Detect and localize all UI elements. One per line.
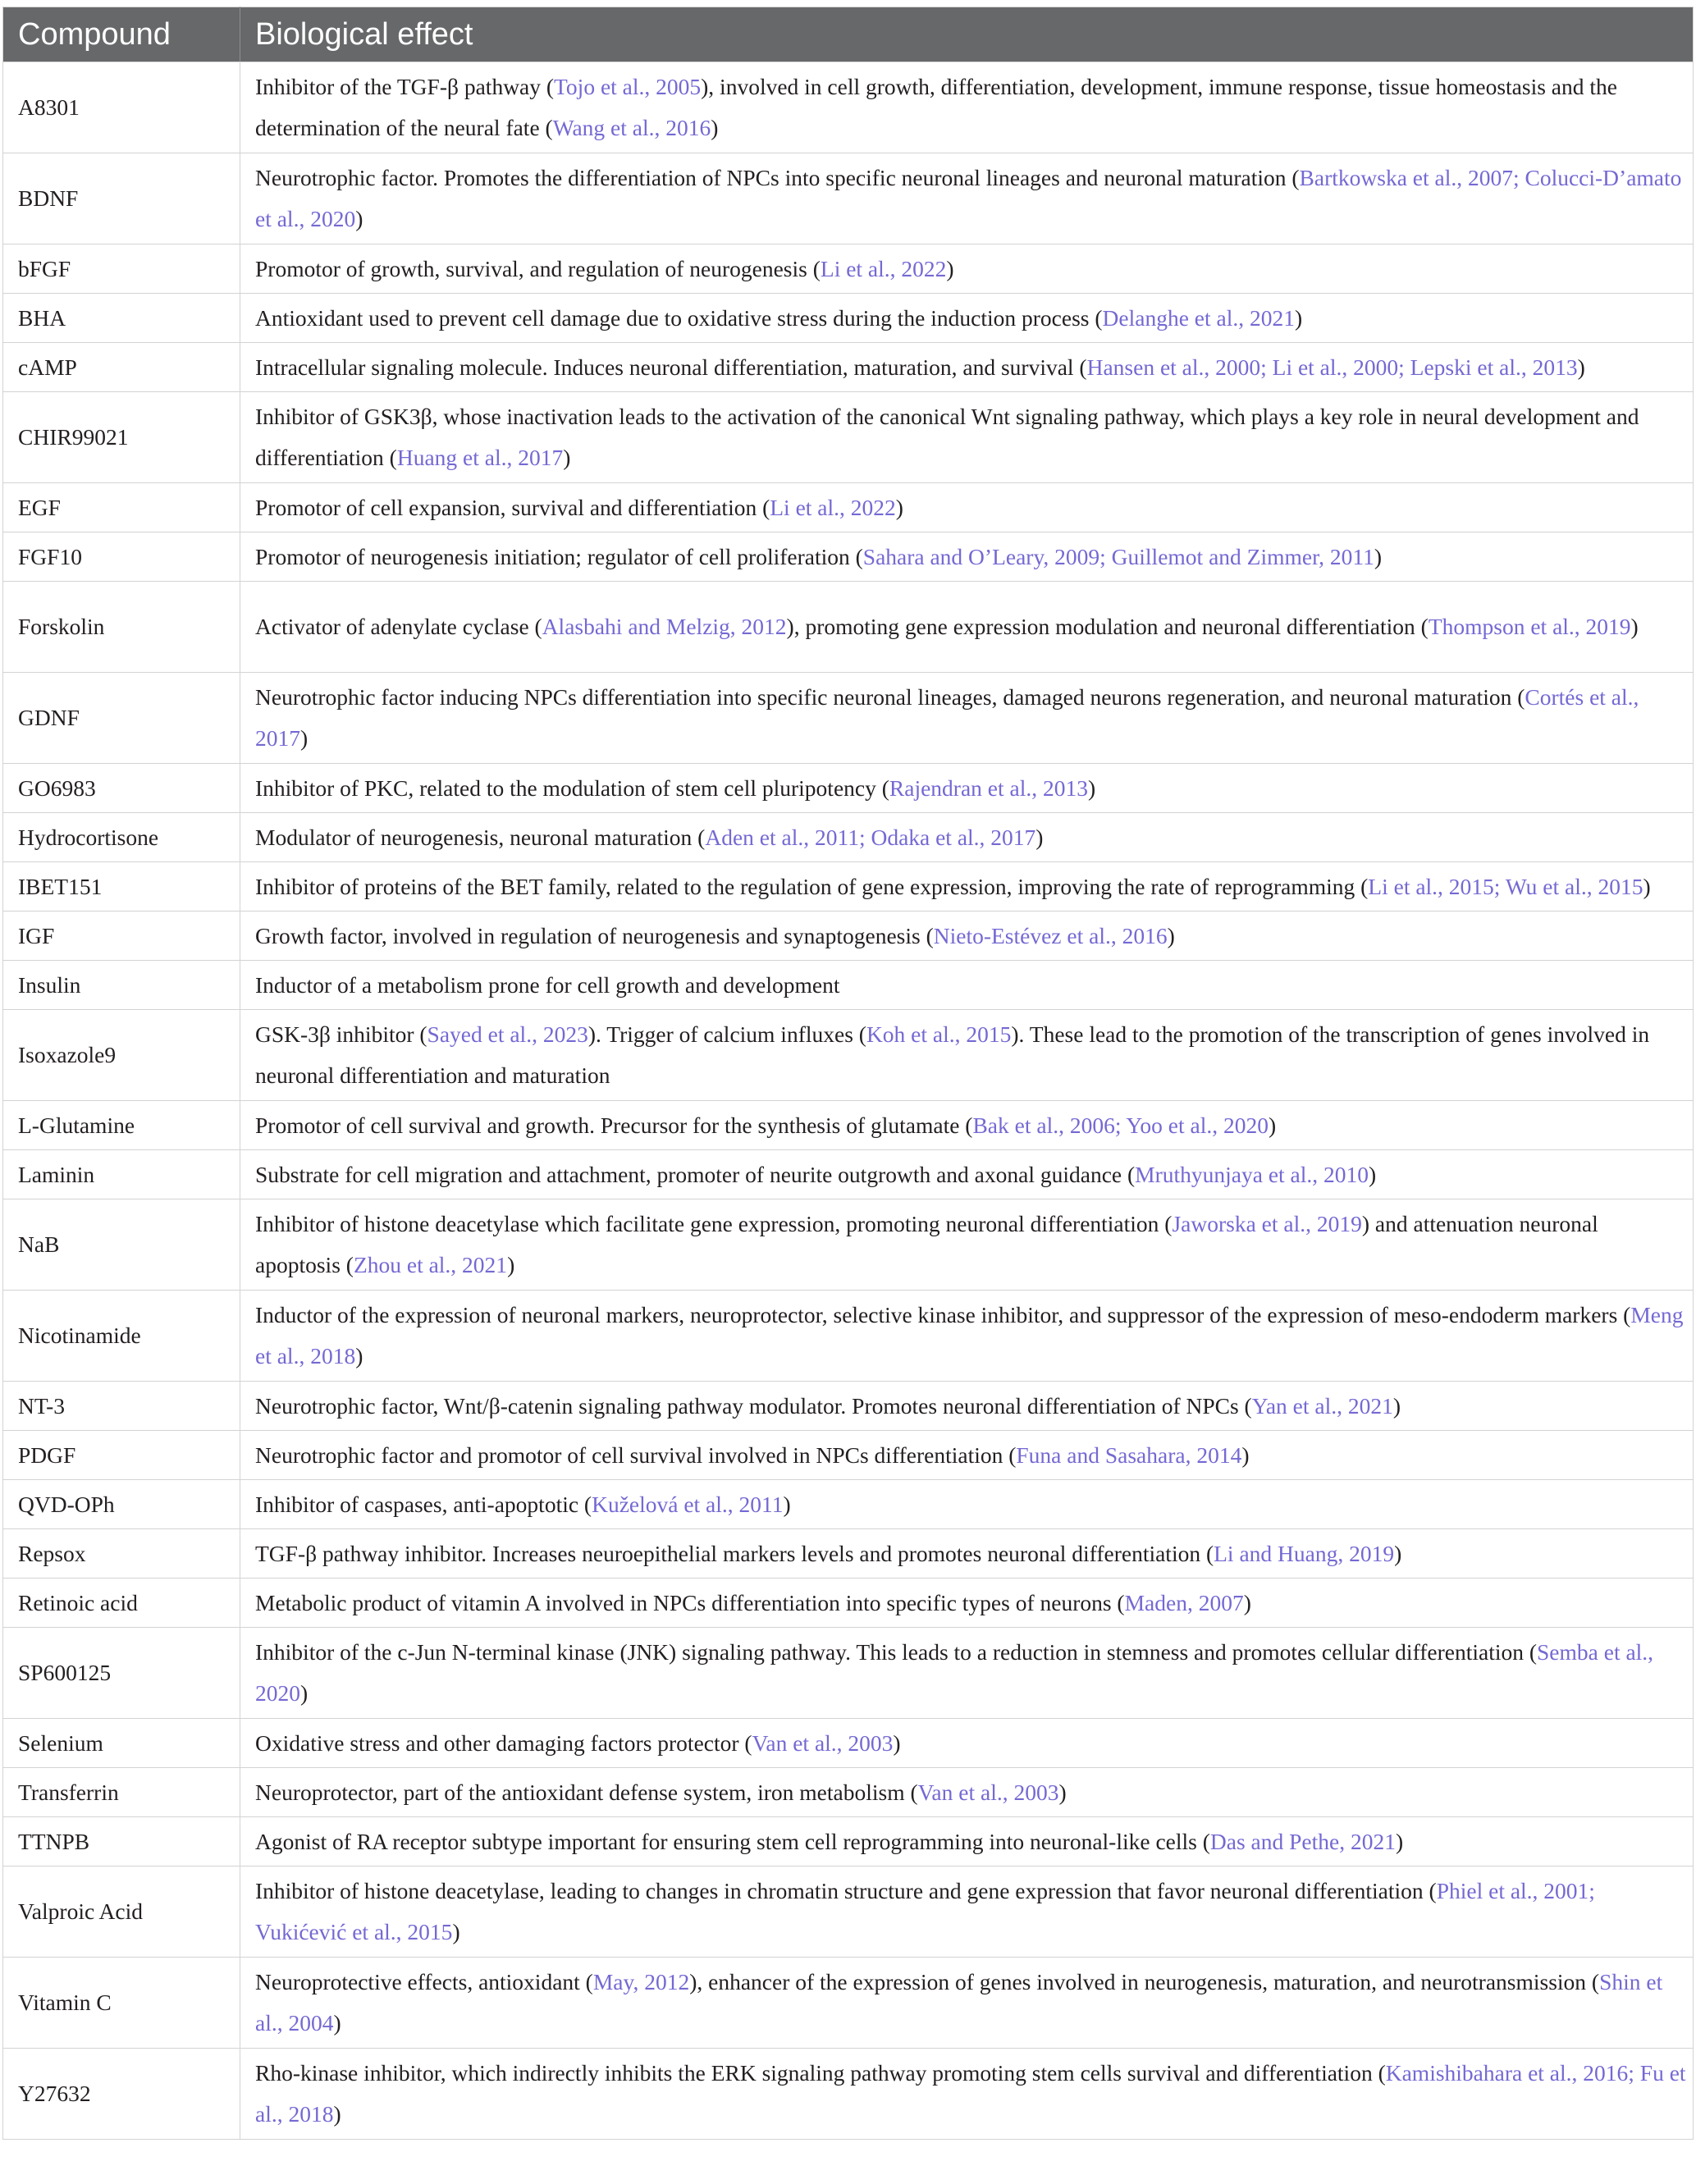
effect-text: Inhibitor of the TGF-β pathway ( bbox=[255, 74, 555, 99]
effect-text: ) bbox=[946, 255, 954, 281]
effect-text: ) bbox=[355, 206, 363, 231]
compound-name: TTNPB bbox=[3, 1817, 240, 1866]
table-row bbox=[3, 1010, 1694, 1101]
table-row bbox=[3, 862, 1694, 912]
table-row bbox=[3, 1866, 1694, 1958]
citation-link[interactable]: Jaworska et al., 2019 bbox=[1172, 1211, 1362, 1236]
citation-link[interactable]: Das and Pethe, 2021 bbox=[1209, 1828, 1396, 1854]
table-row bbox=[3, 1529, 1694, 1579]
table-row bbox=[3, 1382, 1694, 1431]
citation-link[interactable]: Van et al., 2003 bbox=[917, 1779, 1059, 1805]
table-row bbox=[3, 912, 1694, 961]
column-header-compound: Compound bbox=[3, 7, 240, 62]
effect-text: ) bbox=[300, 725, 309, 751]
biological-effect bbox=[240, 912, 1694, 961]
biological-effect bbox=[240, 1199, 1694, 1291]
table-row bbox=[3, 813, 1694, 862]
citation-link[interactable]: Zhou et al., 2021 bbox=[353, 1252, 508, 1277]
compound-name: PDGF bbox=[3, 1431, 240, 1480]
citation-link[interactable]: Li et al., 2022 bbox=[770, 494, 896, 520]
biological-effect bbox=[240, 961, 1694, 1010]
table-row bbox=[3, 153, 1694, 244]
compound-name: Retinoic acid bbox=[3, 1579, 240, 1628]
compound-name: FGF10 bbox=[3, 532, 240, 582]
compound-name: Isoxazole9 bbox=[3, 1010, 240, 1101]
effect-text: ) and attenuation neuronal apoptosis ( bbox=[255, 1211, 1598, 1277]
biological-effect bbox=[240, 764, 1694, 813]
table-row bbox=[3, 294, 1694, 343]
effect-text: ) bbox=[1087, 774, 1096, 801]
compound-name: BDNF bbox=[3, 153, 240, 244]
biological-effect bbox=[240, 1101, 1694, 1150]
effect-text: ) bbox=[452, 1919, 460, 1944]
effect-text: TGF-β pathway inhibitor. Increases neuroepithelial markers levels and promotes neuronal differentiation ( bbox=[255, 1540, 1214, 1566]
compound-name: Forskolin bbox=[3, 582, 240, 673]
effect-text: ). Trigger of calcium influxes ( bbox=[587, 1021, 866, 1047]
compound-name: QVD-OPh bbox=[3, 1480, 240, 1529]
effect-text: ) bbox=[1294, 304, 1303, 331]
citation-link[interactable]: May, 2012 bbox=[592, 1969, 690, 1994]
effect-text: ) bbox=[893, 1729, 901, 1756]
citation-link[interactable]: Kuželová et al., 2011 bbox=[592, 1491, 784, 1517]
table-row bbox=[3, 961, 1694, 1010]
biological-effect bbox=[240, 813, 1694, 862]
citation-link[interactable]: Tojo et al., 2005 bbox=[554, 74, 702, 99]
citation-link[interactable]: Sahara and O’Leary, 2009; Guillemot and Zimmer, 2011 bbox=[862, 543, 1374, 569]
compound-name: Hydrocortisone bbox=[3, 813, 240, 862]
effect-text: ) bbox=[355, 1343, 363, 1368]
citation-link[interactable]: Wang et al., 2016 bbox=[552, 115, 711, 140]
compound-name: Nicotinamide bbox=[3, 1291, 240, 1382]
compound-name: NT-3 bbox=[3, 1382, 240, 1431]
compound-name: GDNF bbox=[3, 673, 240, 764]
compound-name: GO6983 bbox=[3, 764, 240, 813]
effect-text: ) bbox=[1369, 1161, 1377, 1187]
effect-text: ) bbox=[1643, 873, 1651, 899]
table-row bbox=[3, 1817, 1694, 1866]
biological-effect bbox=[240, 1431, 1694, 1480]
citation-link[interactable]: Thompson et al., 2019 bbox=[1428, 614, 1631, 639]
citation-link[interactable]: Rajendran et al., 2013 bbox=[889, 774, 1088, 801]
citation-link[interactable]: Hansen et al., 2000; Li et al., 2000; Lepski et al., 2013 bbox=[1086, 354, 1578, 380]
biological-effect bbox=[240, 343, 1694, 392]
citation-link[interactable]: Kamishibahara et al., 2016; Fu et al., 2018 bbox=[255, 2060, 1686, 2127]
citation-link[interactable]: Meng et al., 2018 bbox=[255, 1302, 1684, 1368]
effect-text: ) bbox=[300, 1680, 309, 1706]
biological-effect bbox=[240, 1150, 1694, 1199]
effect-text: Agonist of RA receptor subtype important for ensuring stem cell reprogramming into neuronal-like cells ( bbox=[255, 1828, 1210, 1854]
table-row bbox=[3, 483, 1694, 532]
effect-text: Metabolic product of vitamin A involved in NPCs differentiation into specific types of neurons ( bbox=[255, 1589, 1125, 1615]
table-row bbox=[3, 244, 1694, 294]
biological-effect bbox=[240, 1579, 1694, 1628]
effect-text: ) bbox=[1374, 543, 1383, 569]
compound-name: Insulin bbox=[3, 961, 240, 1010]
compound-name: cAMP bbox=[3, 343, 240, 392]
citation-link[interactable]: Semba et al., 2020 bbox=[255, 1639, 1654, 1706]
table-header bbox=[3, 7, 1694, 62]
biological-effect bbox=[240, 1529, 1694, 1579]
citation-link[interactable]: Mruthyunjaya et al., 2010 bbox=[1135, 1161, 1369, 1187]
effect-text: Oxidative stress and other damaging factors protector ( bbox=[255, 1729, 752, 1756]
effect-text: ) bbox=[1392, 1392, 1401, 1419]
biological-effect bbox=[240, 244, 1694, 294]
effect-text: ) bbox=[507, 1252, 515, 1277]
effect-text: ), promoting gene expression modulation and neuronal differentiation ( bbox=[786, 614, 1429, 639]
table-row bbox=[3, 582, 1694, 673]
biological-effect bbox=[240, 862, 1694, 912]
table-header-row bbox=[3, 7, 1694, 62]
table-row bbox=[3, 1628, 1694, 1719]
effect-text: ) bbox=[1241, 1442, 1250, 1468]
table-row bbox=[3, 673, 1694, 764]
citation-link[interactable]: Cortés et al., 2017 bbox=[255, 684, 1639, 751]
table-row bbox=[3, 2049, 1694, 2140]
compound-name: Transferrin bbox=[3, 1768, 240, 1817]
compound-name: L-Glutamine bbox=[3, 1101, 240, 1150]
effect-text: Rho-kinase inhibitor, which indirectly inhibits the ERK signaling pathway promoting stem cells survival and differentiation ( bbox=[255, 2060, 1386, 2086]
effect-text: Inhibitor of GSK3β, whose inactivation leads to the activation of the canonical Wnt signaling pathway, which plays a key role in neural development and differentiation ( bbox=[255, 404, 1639, 470]
biological-effect bbox=[240, 1010, 1694, 1101]
effect-text: Neurotrophic factor inducing NPCs differentiation into specific neuronal lineages, damaged neurons regeneration, and neuronal maturation ( bbox=[255, 684, 1525, 710]
table-row bbox=[3, 62, 1694, 153]
compound-name: A8301 bbox=[3, 62, 240, 153]
effect-text: Growth factor, involved in regulation of neurogenesis and synaptogenesis ( bbox=[255, 922, 934, 948]
biological-effect bbox=[240, 294, 1694, 343]
citation-link[interactable]: Phiel et al., 2001; Vukićević et al., 2015 bbox=[255, 1878, 1595, 1944]
table-row bbox=[3, 1291, 1694, 1382]
compound-name: IBET151 bbox=[3, 862, 240, 912]
effect-text: ) bbox=[1269, 1112, 1277, 1138]
table-row bbox=[3, 392, 1694, 483]
table-row bbox=[3, 1199, 1694, 1291]
citation-link[interactable]: Alasbahi and Melzig, 2012 bbox=[542, 614, 787, 639]
citation-link[interactable]: Delanghe et al., 2021 bbox=[1102, 304, 1295, 331]
effect-text: ) bbox=[1630, 614, 1639, 639]
effect-text: Inhibitor of histone deacetylase which facilitate gene expression, promoting neuronal differentiation ( bbox=[255, 1211, 1173, 1236]
effect-text: ) bbox=[711, 115, 719, 140]
effect-text: ). These lead to the promotion of the transcription of genes involved in neuronal differentiation and maturation bbox=[255, 1021, 1650, 1088]
compound-name: EGF bbox=[3, 483, 240, 532]
compounds-table bbox=[2, 7, 1694, 2140]
compound-name: BHA bbox=[3, 294, 240, 343]
compound-name: bFGF bbox=[3, 244, 240, 294]
effect-text: ) bbox=[563, 445, 571, 470]
effect-text: Inhibitor of the c-Jun N-terminal kinase (JNK) signaling pathway. This leads to a reduction in stemness and promotes cellular differentiation ( bbox=[255, 1639, 1538, 1665]
citation-link[interactable]: Van et al., 2003 bbox=[752, 1729, 894, 1756]
effect-text: ) bbox=[1394, 1540, 1402, 1566]
table-row bbox=[3, 764, 1694, 813]
biological-effect bbox=[240, 2049, 1694, 2140]
compound-name: Repsox bbox=[3, 1529, 240, 1579]
compound-name: Vitamin C bbox=[3, 1958, 240, 2049]
effect-text: Inhibitor of caspases, anti-apoptotic ( bbox=[255, 1491, 592, 1517]
table-row bbox=[3, 1431, 1694, 1480]
citation-link[interactable]: Maden, 2007 bbox=[1124, 1589, 1244, 1615]
table-body bbox=[3, 62, 1694, 2140]
biological-effect bbox=[240, 62, 1694, 153]
citation-link[interactable]: Li et al., 2015; Wu et al., 2015 bbox=[1368, 873, 1643, 899]
effect-text: Neurotrophic factor, Wnt/β-catenin signaling pathway modulator. Promotes neuronal differentiation of NPCs ( bbox=[255, 1392, 1252, 1419]
biological-effect bbox=[240, 1480, 1694, 1529]
effect-text: Inductor of the expression of neuronal markers, neuroprotector, selective kinase inhibitor, and suppressor of the expression of meso-endoderm markers ( bbox=[255, 1302, 1631, 1327]
compound-name: Laminin bbox=[3, 1150, 240, 1199]
effect-text: Promotor of cell survival and growth. Precursor for the synthesis of glutamate ( bbox=[255, 1112, 973, 1138]
biological-effect bbox=[240, 392, 1694, 483]
effect-text: Promotor of growth, survival, and regulation of neurogenesis ( bbox=[255, 255, 821, 281]
biological-effect bbox=[240, 483, 1694, 532]
effect-text: Promotor of cell expansion, survival and differentiation ( bbox=[255, 494, 770, 520]
effect-text: ) bbox=[333, 2101, 341, 2127]
effect-text: ), enhancer of the expression of genes involved in neurogenesis, maturation, and neurotransmission ( bbox=[689, 1969, 1600, 1994]
biological-effect bbox=[240, 1628, 1694, 1719]
biological-effect bbox=[240, 673, 1694, 764]
table-row bbox=[3, 343, 1694, 392]
table-row bbox=[3, 1480, 1694, 1529]
table-row bbox=[3, 532, 1694, 582]
table-row bbox=[3, 1958, 1694, 2049]
effect-text: ) bbox=[333, 2010, 341, 2036]
citation-link[interactable]: Sayed et al., 2023 bbox=[427, 1021, 588, 1047]
table-row bbox=[3, 1101, 1694, 1150]
compound-name: SP600125 bbox=[3, 1628, 240, 1719]
citation-link[interactable]: Huang et al., 2017 bbox=[396, 445, 564, 470]
table-row bbox=[3, 1719, 1694, 1768]
compound-name: NaB bbox=[3, 1199, 240, 1291]
table-row bbox=[3, 1579, 1694, 1628]
effect-text: ), involved in cell growth, differentiation, development, immune response, tissue homeostasis and the determination of the neural fate ( bbox=[255, 74, 1617, 140]
effect-text: ) bbox=[1395, 1828, 1404, 1854]
effect-text: ) bbox=[1035, 824, 1044, 850]
compound-name: CHIR99021 bbox=[3, 392, 240, 483]
effect-text: Neuroprotector, part of the antioxidant defense system, iron metabolism ( bbox=[255, 1779, 918, 1805]
effect-text: Neurotrophic factor and promotor of cell survival involved in NPCs differentiation ( bbox=[255, 1442, 1017, 1468]
table-row bbox=[3, 1150, 1694, 1199]
citation-link[interactable]: Bak et al., 2006; Yoo et al., 2020 bbox=[972, 1112, 1269, 1138]
table-row bbox=[3, 1768, 1694, 1817]
effect-text: Modulator of neurogenesis, neuronal maturation ( bbox=[255, 824, 706, 850]
effect-text: Antioxidant used to prevent cell damage due to oxidative stress during the induction process ( bbox=[255, 304, 1103, 331]
citation-link[interactable]: Aden et al., 2011; Odaka et al., 2017 bbox=[705, 824, 1036, 850]
effect-text: Inhibitor of PKC, related to the modulation of stem cell pluripotency ( bbox=[255, 774, 889, 801]
citation-link[interactable]: Koh et al., 2015 bbox=[866, 1021, 1012, 1047]
citation-link[interactable]: Bartkowska et al., 2007; Colucci-D’amato et al., 2020 bbox=[255, 165, 1682, 231]
biological-effect bbox=[240, 1866, 1694, 1958]
effect-text: Neuroprotective effects, antioxidant ( bbox=[255, 1969, 593, 1994]
citation-link[interactable]: Funa and Sasahara, 2014 bbox=[1016, 1442, 1242, 1468]
effect-text: Activator of adenylate cyclase ( bbox=[255, 614, 542, 639]
biological-effect bbox=[240, 1768, 1694, 1817]
effect-text: Inductor of a metabolism prone for cell growth and development bbox=[255, 971, 840, 998]
effect-text: ) bbox=[1577, 354, 1585, 380]
biological-effect bbox=[240, 1382, 1694, 1431]
biological-effect bbox=[240, 153, 1694, 244]
citation-link[interactable]: Li and Huang, 2019 bbox=[1214, 1540, 1395, 1566]
effect-text: Substrate for cell migration and attachment, promoter of neurite outgrowth and axonal guidance ( bbox=[255, 1161, 1136, 1187]
compound-name: Y27632 bbox=[3, 2049, 240, 2140]
citation-link[interactable]: Shin et al., 2004 bbox=[255, 1969, 1663, 2036]
biological-effect bbox=[240, 1719, 1694, 1768]
biological-effect bbox=[240, 532, 1694, 582]
effect-text: Promotor of neurogenesis initiation; regulator of cell proliferation ( bbox=[255, 543, 863, 569]
effect-text: ) bbox=[1058, 1779, 1067, 1805]
compound-name: IGF bbox=[3, 912, 240, 961]
biological-effect bbox=[240, 1291, 1694, 1382]
effect-text: Neurotrophic factor. Promotes the differentiation of NPCs into specific neuronal lineages and neuronal maturation ( bbox=[255, 165, 1300, 190]
citation-link[interactable]: Yan et al., 2021 bbox=[1251, 1392, 1393, 1419]
biological-effect bbox=[240, 582, 1694, 673]
effect-text: ) bbox=[1167, 922, 1175, 948]
column-header-biological-effect: Biological effect bbox=[240, 7, 1694, 62]
effect-text: ) bbox=[1243, 1589, 1251, 1615]
effect-text: Inhibitor of histone deacetylase, leading to changes in chromatin structure and gene expression that favor neuronal differentiation ( bbox=[255, 1878, 1437, 1903]
effect-text: Intracellular signaling molecule. Induces neuronal differentiation, maturation, and survival ( bbox=[255, 354, 1087, 380]
effect-text: ) bbox=[783, 1491, 791, 1517]
citation-link[interactable]: Nieto-Estévez et al., 2016 bbox=[933, 922, 1168, 948]
biological-effect bbox=[240, 1817, 1694, 1866]
effect-text: GSK-3β inhibitor ( bbox=[255, 1021, 427, 1047]
compound-name: Valproic Acid bbox=[3, 1866, 240, 1958]
compound-name: Selenium bbox=[3, 1719, 240, 1768]
biological-effect bbox=[240, 1958, 1694, 2049]
effect-text: ) bbox=[895, 494, 903, 520]
citation-link[interactable]: Li et al., 2022 bbox=[820, 255, 947, 281]
effect-text: Inhibitor of proteins of the BET family, related to the regulation of gene expression, improving the rate of reprogramming ( bbox=[255, 873, 1369, 899]
